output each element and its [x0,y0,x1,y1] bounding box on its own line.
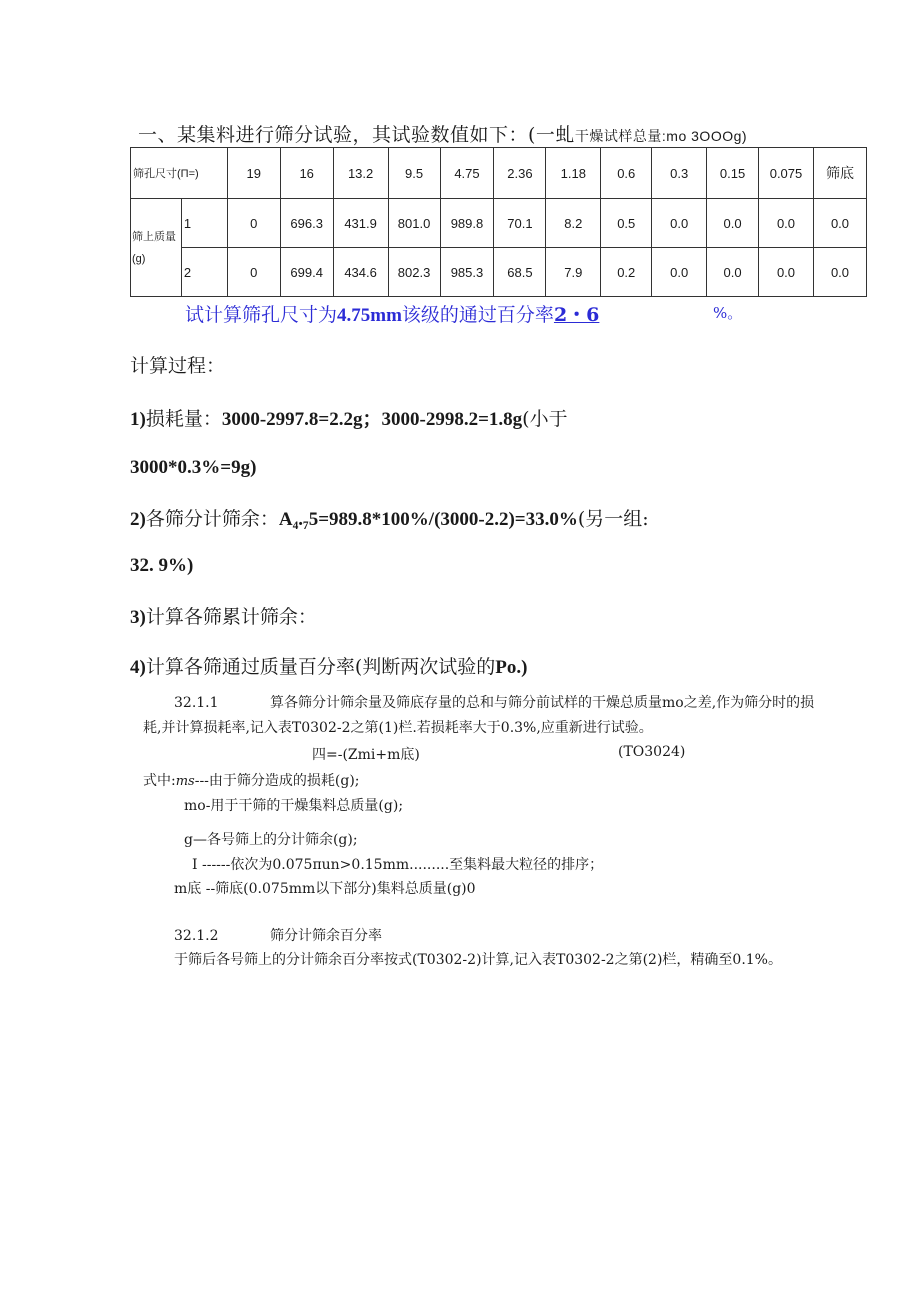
mass-cell: 699.4 [280,248,333,297]
question-prefix: 试计算筛孔尺寸为 [185,304,338,326]
question-size: 4.75mm [337,305,402,326]
size-cell: 9.5 [388,148,440,199]
step-2-num: 2) [130,509,146,530]
step-1-calc: 3000-2997.8=2.2g；3000-2998.2=1.8g [221,409,523,430]
variable-i: I ------依次为0.075πun>0.15mm.........至集料最大粒径的排序； [192,857,604,873]
variable-g: g—各号筛上的分计筛余(g); [184,832,358,848]
mass-cell: 70.1 [494,199,546,248]
mass-cell: 68.5 [494,248,546,297]
mass-cell: 696.3 [280,199,333,248]
size-cell: 1.18 [546,148,601,199]
mass-label: 筛上质量(g) [131,199,182,297]
mass-cell: 985.3 [440,248,494,297]
step-1-num: 1) [130,409,146,430]
answer-value: 2・6 [553,304,600,326]
heading-main: 一、某集料进行筛分试验，其试验数值如下：(一虬 [138,124,575,146]
step-2-note: (另一组: [577,508,649,530]
section-number: 32.1.2 [174,928,219,944]
step-2 [130,504,649,531]
step-2-line2 [130,554,193,577]
step-1-note: (小于 [522,408,568,430]
mass-cell: 0.0 [759,248,814,297]
spec-section-1 [174,692,814,712]
size-cell: 筛底 [813,148,866,199]
spec-section-1-line2: 耗,并计算损耗率,记入表T0302-2之第(1)栏.若损耗率大于0.3%,应重新进行试验。 [143,720,653,736]
step-3-label: 计算各筛累计筛余： [145,606,317,628]
size-cell: 0.15 [707,148,759,199]
size-cell: 2.36 [494,148,546,199]
step-1-label: 损耗量： [145,408,222,430]
mass-cell: 0.0 [759,199,814,248]
table-row [131,248,867,297]
step-3 [130,602,317,629]
mass-cell: 7.9 [546,248,601,297]
mass-cell: 0.0 [652,199,707,248]
mass-cell: 801.0 [388,199,440,248]
sieve-table [130,147,867,297]
size-label: 筛孔尺寸(П=) [131,148,228,199]
answer-unit: %。 [713,304,743,322]
mass-cell: 0 [227,199,280,248]
mass-cell: 8.2 [546,199,601,248]
section-title: 筛分计筛余百分率 [270,928,382,944]
mass-cell: 0 [227,248,280,297]
formula-code: (TO3024) [618,744,686,760]
mass-cell: 0.0 [707,199,759,248]
mass-cell: 434.6 [333,248,388,297]
step-3-num: 3) [130,607,146,628]
mass-cell: 431.9 [333,199,388,248]
size-cell: 4.75 [440,148,494,199]
row-index: 2 [181,248,227,297]
mass-cell: 0.0 [813,248,866,297]
mass-cell: 802.3 [388,248,440,297]
step-4-num: 4) [130,657,146,678]
process-title: 计算过程： [130,355,226,377]
spec-section-2 [174,925,382,945]
variable-m-bottom: m底 --筛底(0.075mm以下部分)集料总质量(g)0 [174,881,476,897]
section-number: 32.1.1 [174,695,219,711]
question-line [185,300,743,327]
row-index: 1 [181,199,227,248]
sieve-size-row [131,148,867,199]
question-mid: 该级的通过百分率 [401,304,554,326]
step-4 [130,652,527,679]
step-2-line2-text: 32. 9%) [130,555,194,576]
section-text: 算各筛分计筛余量及筛底存量的总和与筛分前试样的干燥总质量mo之差,作为筛分时的损 [270,695,815,711]
size-cell: 13.2 [333,148,388,199]
variable-text: ---由于筛分造成的损耗(g); [194,773,360,789]
mass-cell: 0.5 [601,199,652,248]
problem-heading [138,120,747,147]
mass-cell: 0.0 [813,199,866,248]
size-cell: 0.075 [759,148,814,199]
spec-section-2-text: 于筛后各号筛上的分计筛余百分率按式(T0302-2)计算,记入表T0302-2之第(2)栏，精确至0.1%。 [174,952,782,968]
step-1-line2-text: 3000*0.3%=9g) [130,457,257,478]
mass-cell: 0.0 [707,248,759,297]
size-cell: 0.3 [652,148,707,199]
step-4-label: 计算各筛通过质量百分率(判断两次试验的 [145,656,496,678]
size-cell: 0.6 [601,148,652,199]
variable-ms [143,770,360,790]
size-cell: 19 [227,148,280,199]
variable-mo: mo-用于干筛的干燥集料总质量(g); [184,798,404,814]
step-1 [130,404,568,431]
step-2-label: 各筛分计筛余： [145,508,279,530]
mass-cell: 0.0 [652,248,707,297]
step-4-po: Po.) [495,657,528,678]
step-2-calc: A₄.₇5=989.8*100%/(3000-2.2)=33.0% [278,509,578,530]
mass-cell: 0.2 [601,248,652,297]
variable-symbol: ms [175,774,195,789]
size-cell: 16 [280,148,333,199]
loss-formula: 四=-(Zmi+m底) [312,747,420,763]
mass-cell: 989.8 [440,199,494,248]
variable-prefix: 式中: [143,773,176,789]
step-1-line2 [130,456,256,479]
heading-note: 干燥试样总量:mo 3OOOg) [574,128,748,144]
table-row [131,199,867,248]
